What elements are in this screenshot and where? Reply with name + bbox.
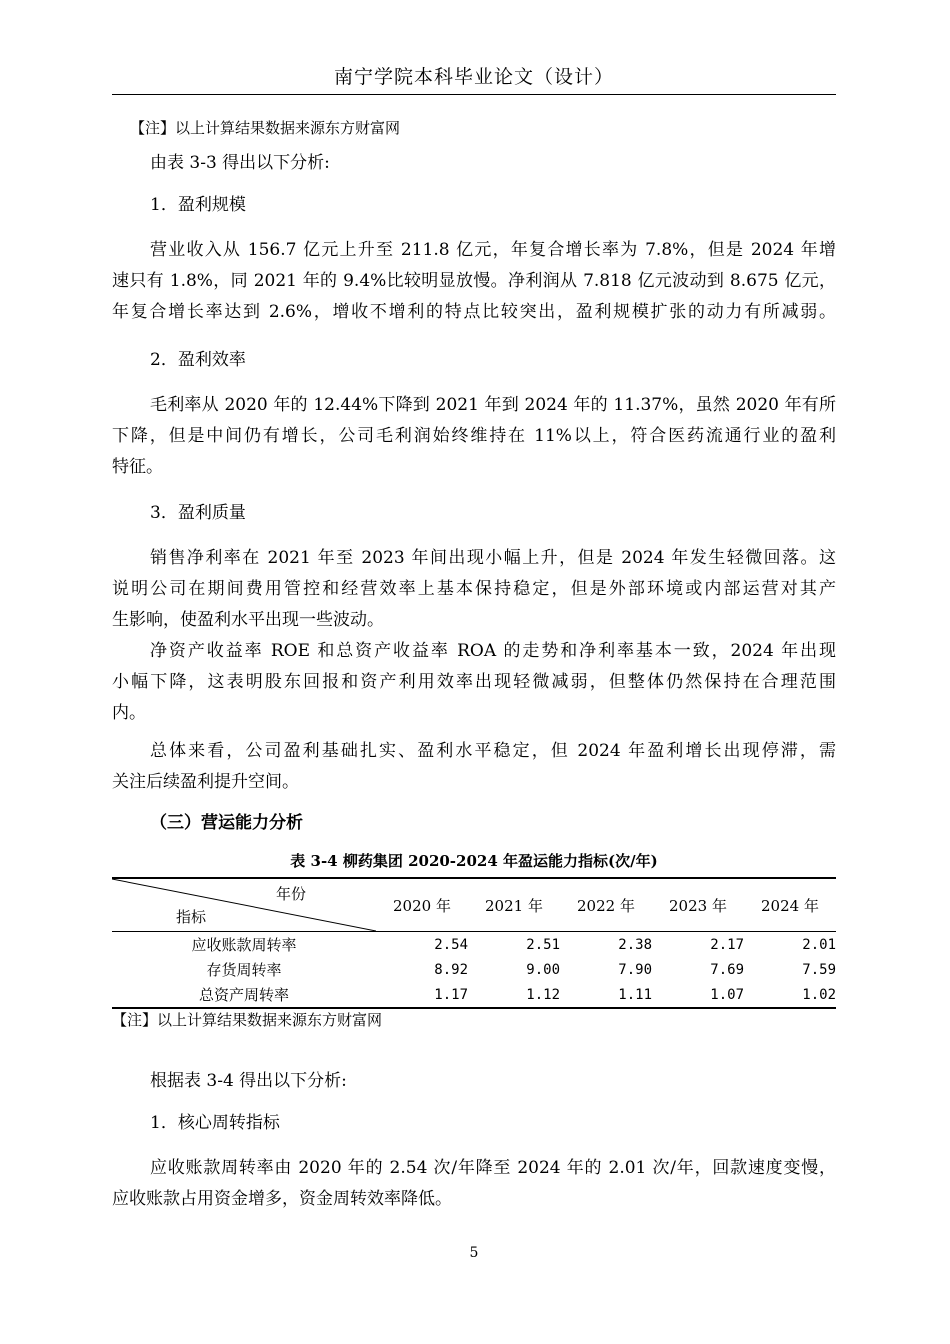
- turnover-table: [112, 877, 836, 1009]
- table-row: [112, 932, 836, 958]
- year-header: 2022 年: [560, 878, 652, 932]
- year-header: 2021 年: [468, 878, 560, 932]
- paragraph-line: 毛利率从 2020 年的 12.44%下降到 2021 年到 2024 年的 11.37%，虽然 2020 年有所: [150, 395, 836, 415]
- table-cell: 7.90: [618, 961, 652, 978]
- table-cell: 2.51: [526, 936, 560, 953]
- table-cell: 1.07: [652, 982, 744, 1008]
- table-cell: 2.17: [710, 936, 744, 953]
- table-cell: 9.00: [526, 961, 560, 978]
- table-cell: 7.69: [710, 961, 744, 978]
- subheading-core-turnover: 1．核心周转指标: [150, 1113, 280, 1133]
- paragraph-line: 生影响，使盈利水平出现一些波动。: [112, 610, 384, 630]
- table-corner-cell: [112, 878, 376, 932]
- year-header: 2020 年: [376, 878, 468, 932]
- paragraph-line: 关注后续盈利提升空间。: [112, 772, 299, 792]
- table-source-note: 【注】以上计算结果数据来源东方财富网: [112, 1011, 383, 1029]
- table-cell: 7.59: [802, 961, 836, 978]
- subheading-profit-scale: 1．盈利规模: [150, 195, 246, 215]
- row-label: 总资产周转率: [112, 982, 376, 1008]
- header-title: 南宁学院本科毕业论文（设计）: [333, 66, 614, 88]
- page-number: 5: [469, 1245, 479, 1261]
- year-header: 2023 年: [652, 878, 744, 932]
- table-cell: 2.54: [434, 936, 468, 953]
- table-row: [112, 982, 836, 1008]
- table-cell: 8.92: [434, 961, 468, 978]
- table-caption: 表 3-4 柳药集团 2020-2024 年盈运能力指标(次/年): [290, 852, 658, 870]
- row-label: 存货周转率: [206, 961, 282, 979]
- paragraph-line: 速只有 1.8%，同 2021 年的 9.4%比较明显放慢。净利润从 7.818 亿元波动到 8.675 亿元，: [112, 271, 836, 291]
- paragraph-line: 销售净利率在 2021 年至 2023 年间出现小幅上升，但是 2024 年发生轻微回落。这: [150, 548, 836, 568]
- table-header-row: [112, 878, 836, 932]
- analysis-intro: 由表 3-3 得出以下分析:: [150, 153, 330, 173]
- paragraph-line: 特征。: [112, 457, 163, 477]
- paragraph-line: 总体来看，公司盈利基础扎实、盈利水平稳定，但 2024 年盈利增长出现停滞，需: [150, 741, 836, 761]
- year-header: 2024 年: [744, 878, 836, 932]
- section-heading: （三）营运能力分析: [150, 813, 303, 833]
- analysis-intro: 根据表 3-4 得出以下分析:: [150, 1071, 347, 1091]
- paragraph-line: 小幅下降，这表明股东回报和资产利用效率出现轻微减弱，但整体仍然保持在合理范围: [112, 672, 836, 692]
- paragraph-line: 营业收入从 156.7 亿元上升至 211.8 亿元，年复合增长率为 7.8%，但是 2024 年增: [150, 240, 836, 260]
- row-label: 应收账款周转率: [191, 936, 297, 954]
- paragraph-line: 下降，但是中间仍有增长，公司毛利润始终维持在 11%以上，符合医药流通行业的盈利: [112, 426, 836, 446]
- paragraph-line: 应收账款周转率由 2020 年的 2.54 次/年降至 2024 年的 2.01 次/年，回款速度变慢，: [150, 1158, 836, 1178]
- table-cell: 1.11: [560, 982, 652, 1008]
- table-cell: 2.38: [618, 936, 652, 953]
- header-rule: [112, 94, 836, 95]
- table-cell: 1.17: [376, 982, 468, 1008]
- paragraph-line: 说明公司在期间费用管控和经营效率上基本保持稳定，但是外部环境或内部运营对其产: [112, 579, 836, 599]
- table-cell: 1.02: [744, 982, 836, 1008]
- paragraph-line: 应收账款占用资金增多，资金周转效率降低。: [112, 1189, 452, 1209]
- paragraph-line: 年复合增长率达到 2.6%，增收不增利的特点比较突出，盈利规模扩张的动力有所减弱。: [112, 302, 836, 322]
- diagonal-divider: [112, 879, 376, 931]
- corner-label-indicator: 指标: [176, 908, 207, 926]
- subheading-profit-quality: 3．盈利质量: [150, 503, 246, 523]
- paragraph-line: 内。: [112, 703, 146, 723]
- table-cell: 2.01: [802, 936, 836, 953]
- paragraph-line: 净资产收益率 ROE 和总资产收益率 ROA 的走势和净利率基本一致，2024 年出现: [150, 641, 836, 661]
- corner-label-year: 年份: [275, 885, 306, 903]
- subheading-profit-efficiency: 2．盈利效率: [150, 350, 246, 370]
- table-cell: 1.12: [468, 982, 560, 1008]
- table-row: [112, 957, 836, 982]
- source-note: 【注】以上计算结果数据来源东方财富网: [130, 119, 401, 137]
